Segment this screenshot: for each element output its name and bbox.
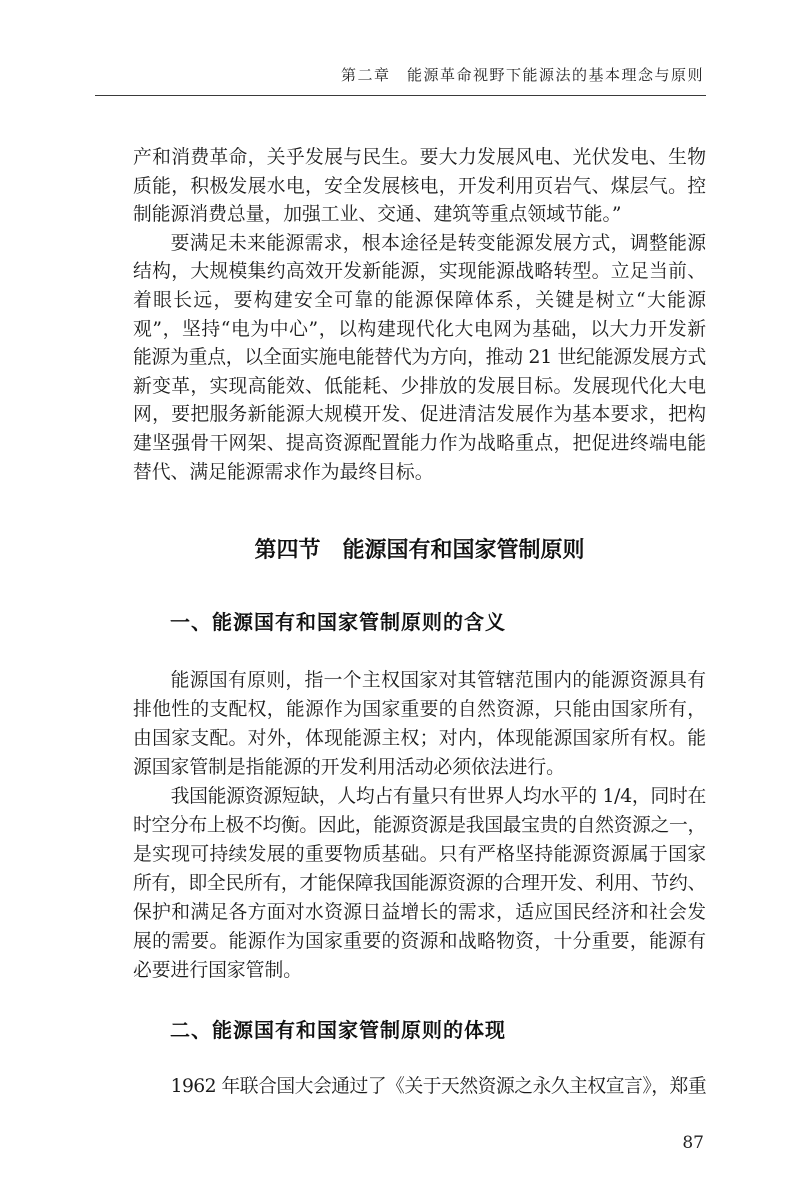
paragraph [133,230,706,487]
body-line: 替代、满足能源需求作为最终目标。 [133,461,434,483]
paragraph [133,782,706,985]
body-line: 源国家管制是指能源的开发利用活动必须依法进行。 [133,757,565,778]
body-line: 结构，大规模集约高效开发新能源，实现能源战略转型。立足当前、 [133,261,706,283]
body-line: 产和消费革命，关乎发展与民生。要大力发展风电、光伏发电、生物 [133,147,706,168]
body-line: 必要进行国家管制。 [133,960,303,981]
body-line: 保护和满足各方面对水资源日益增长的需求，适应国民经济和社会发 [133,902,706,923]
subsection-body [133,666,706,985]
paragraph [133,144,706,230]
paragraph [133,1073,706,1102]
body-line: 制能源消费总量，加强工业、交通、建筑等重点领域节能。” [133,204,622,226]
body-line: 质能，积极发展水电，安全发展核电，开发利用页岩气、煤层气。控 [133,175,706,197]
body-line: 着眼长远，要构建安全可靠的能源保障体系，关键是树立“大能源 [133,289,706,311]
body-line: 1962 年联合国大会通过了《关于天然资源之永久主权宣言》，郑重 [170,1076,706,1097]
body-line: 建坚强骨干网架、提高资源配置能力作为战略重点，把促进终端电能 [133,432,706,454]
body-line: 是实现可持续发展的重要物质基础。只有严格坚持能源资源属于国家 [133,844,706,865]
body-line: 展的需要。能源作为国家重要的资源和战略物资，十分重要，能源有 [133,931,706,952]
subsection-heading: 二、能源国有和国家管制原则的体现 [170,1018,506,1042]
body-line: 我国能源资源短缺，人均占有量只有世界人均水平的 1/4，同时在 [170,786,706,807]
subsection-heading: 一、能源国有和国家管制原则的含义 [170,610,506,634]
body-line: 能源为重点，以全面实施电能替代为方向，推动 21 世纪能源发展方式 [133,347,706,369]
body-line: 网，要把服务新能源大规模开发、促进清洁发展作为基本要求，把构 [133,404,706,426]
body-line: 观”，坚持“电为中心”，以构建现代化大电网为基础，以大力开发新 [133,318,706,340]
section-title: 第四节 能源国有和国家管制原则 [254,537,585,563]
body-line: 能源国有原则，指一个主权国家对其管辖范围内的能源资源具有 [170,670,706,691]
paragraph [133,666,706,782]
page-number: 87 [682,1133,704,1153]
body-line: 由国家支配。对外，体现能源主权；对内，体现能源国家所有权。能 [133,728,706,749]
body-line: 时空分布上极不均衡。因此，能源资源是我国最宝贵的自然资源之一， [133,815,706,836]
body-line: 要满足未来能源需求，根本途径是转变能源发展方式，调整能源 [170,232,706,254]
body-line: 所有，即全民所有，才能保障我国能源资源的合理开发、利用、节约、 [133,873,706,894]
subsection-body [133,1073,706,1102]
header-rule [95,95,706,96]
running-header: 第二章 能源革命视野下能源法的基本理念与原则 [340,66,704,84]
preceding-text [133,144,706,487]
body-line: 新变革，实现高能效、低能耗、少排放的发展目标。发展现代化大电 [133,375,706,397]
body-line: 排他性的支配权，能源作为国家重要的自然资源，只能由国家所有， [133,699,706,720]
